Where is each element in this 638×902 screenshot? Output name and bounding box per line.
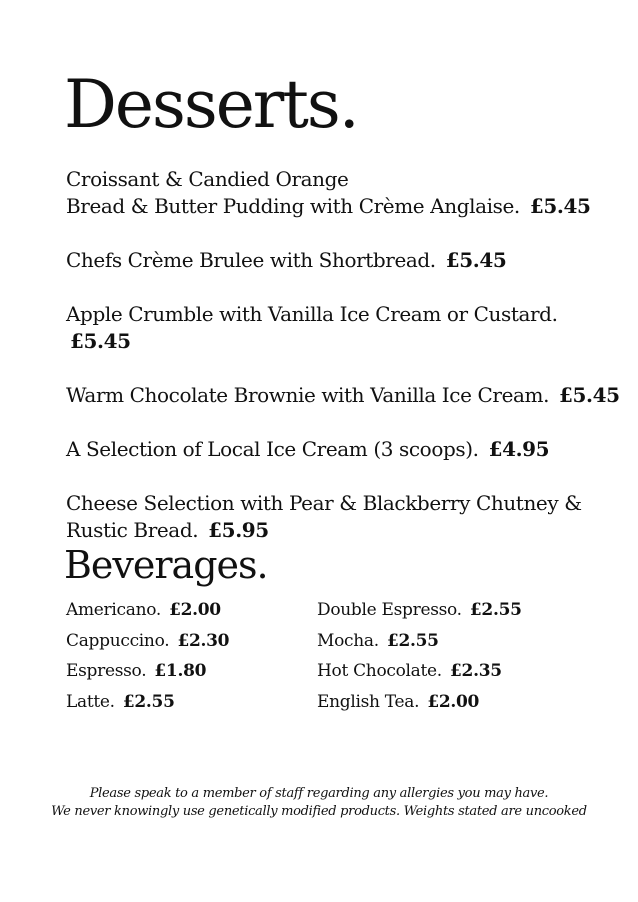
dessert-price: £5.95 bbox=[208, 518, 269, 542]
dessert-price: £5.45 bbox=[70, 329, 131, 353]
beverage-name: Espresso. bbox=[66, 661, 147, 681]
dessert-list bbox=[66, 166, 626, 544]
beverage-name: Cappuccino. bbox=[66, 630, 170, 651]
allergy-notes bbox=[0, 785, 638, 821]
beverage-name: Americano. bbox=[66, 600, 161, 620]
dessert-item bbox=[66, 166, 626, 220]
beverage-price: £2.55 bbox=[122, 691, 175, 712]
beverage-price: £2.00 bbox=[427, 691, 480, 712]
beverage-price: £2.35 bbox=[450, 661, 502, 681]
dessert-name-line: Cheese Selection with Pear & Blackberry Chutney & bbox=[66, 491, 582, 515]
dessert-item bbox=[66, 301, 626, 355]
dessert-name-line: Warm Chocolate Brownie with Vanilla Ice Cream. bbox=[66, 383, 550, 407]
beverage-item bbox=[317, 656, 522, 687]
beverage-price: £2.55 bbox=[469, 600, 522, 620]
beverage-price: £1.80 bbox=[154, 661, 207, 681]
beverage-price: £2.00 bbox=[169, 600, 221, 620]
dessert-price: £4.95 bbox=[488, 437, 550, 461]
beverage-name: Hot Chocolate. bbox=[317, 661, 442, 681]
beverage-item bbox=[66, 687, 229, 718]
beverage-item bbox=[66, 656, 229, 687]
dessert-name-line: Apple Crumble with Vanilla Ice Cream or Custard. bbox=[66, 302, 558, 326]
beverage-price: £2.30 bbox=[177, 630, 230, 651]
beverage-name: Double Espresso. bbox=[317, 600, 462, 620]
allergy-note-line: Please speak to a member of staff regarding any allergies you may have. bbox=[89, 786, 549, 801]
beverage-item bbox=[317, 595, 522, 626]
beverage-item bbox=[317, 626, 522, 657]
gm-note-line: We never knowingly use genetically modified products. Weights stated are uncooked bbox=[51, 804, 587, 819]
dessert-name-line: Chefs Crème Brulee with Shortbread. bbox=[66, 248, 436, 272]
beverage-name: English Tea. bbox=[317, 691, 420, 712]
beverage-item bbox=[66, 626, 229, 657]
dessert-name-line: A Selection of Local Ice Cream (3 scoops). bbox=[66, 437, 479, 461]
dessert-item bbox=[66, 247, 626, 274]
beverages-title: Beverages. bbox=[64, 543, 268, 587]
beverage-name: Mocha. bbox=[317, 630, 379, 651]
dessert-price: £5.45 bbox=[529, 194, 591, 218]
beverages-left-column bbox=[66, 595, 229, 717]
dessert-item bbox=[66, 382, 626, 409]
beverage-price: £2.55 bbox=[386, 630, 439, 651]
dessert-item bbox=[66, 490, 626, 544]
dessert-name-line: Rustic Bread. bbox=[66, 518, 199, 542]
dessert-price: £5.45 bbox=[445, 248, 507, 272]
beverages-right-column bbox=[317, 595, 522, 717]
dessert-price: £5.45 bbox=[559, 383, 620, 407]
dessert-item bbox=[66, 436, 626, 463]
dessert-name-line: Bread & Butter Pudding with Crème Anglaise. bbox=[66, 194, 520, 218]
beverage-name: Latte. bbox=[66, 691, 115, 712]
dessert-name-line: Croissant & Candied Orange bbox=[66, 167, 349, 191]
desserts-title: Desserts. bbox=[64, 66, 358, 143]
beverage-item bbox=[66, 595, 229, 626]
beverage-item bbox=[317, 687, 522, 718]
